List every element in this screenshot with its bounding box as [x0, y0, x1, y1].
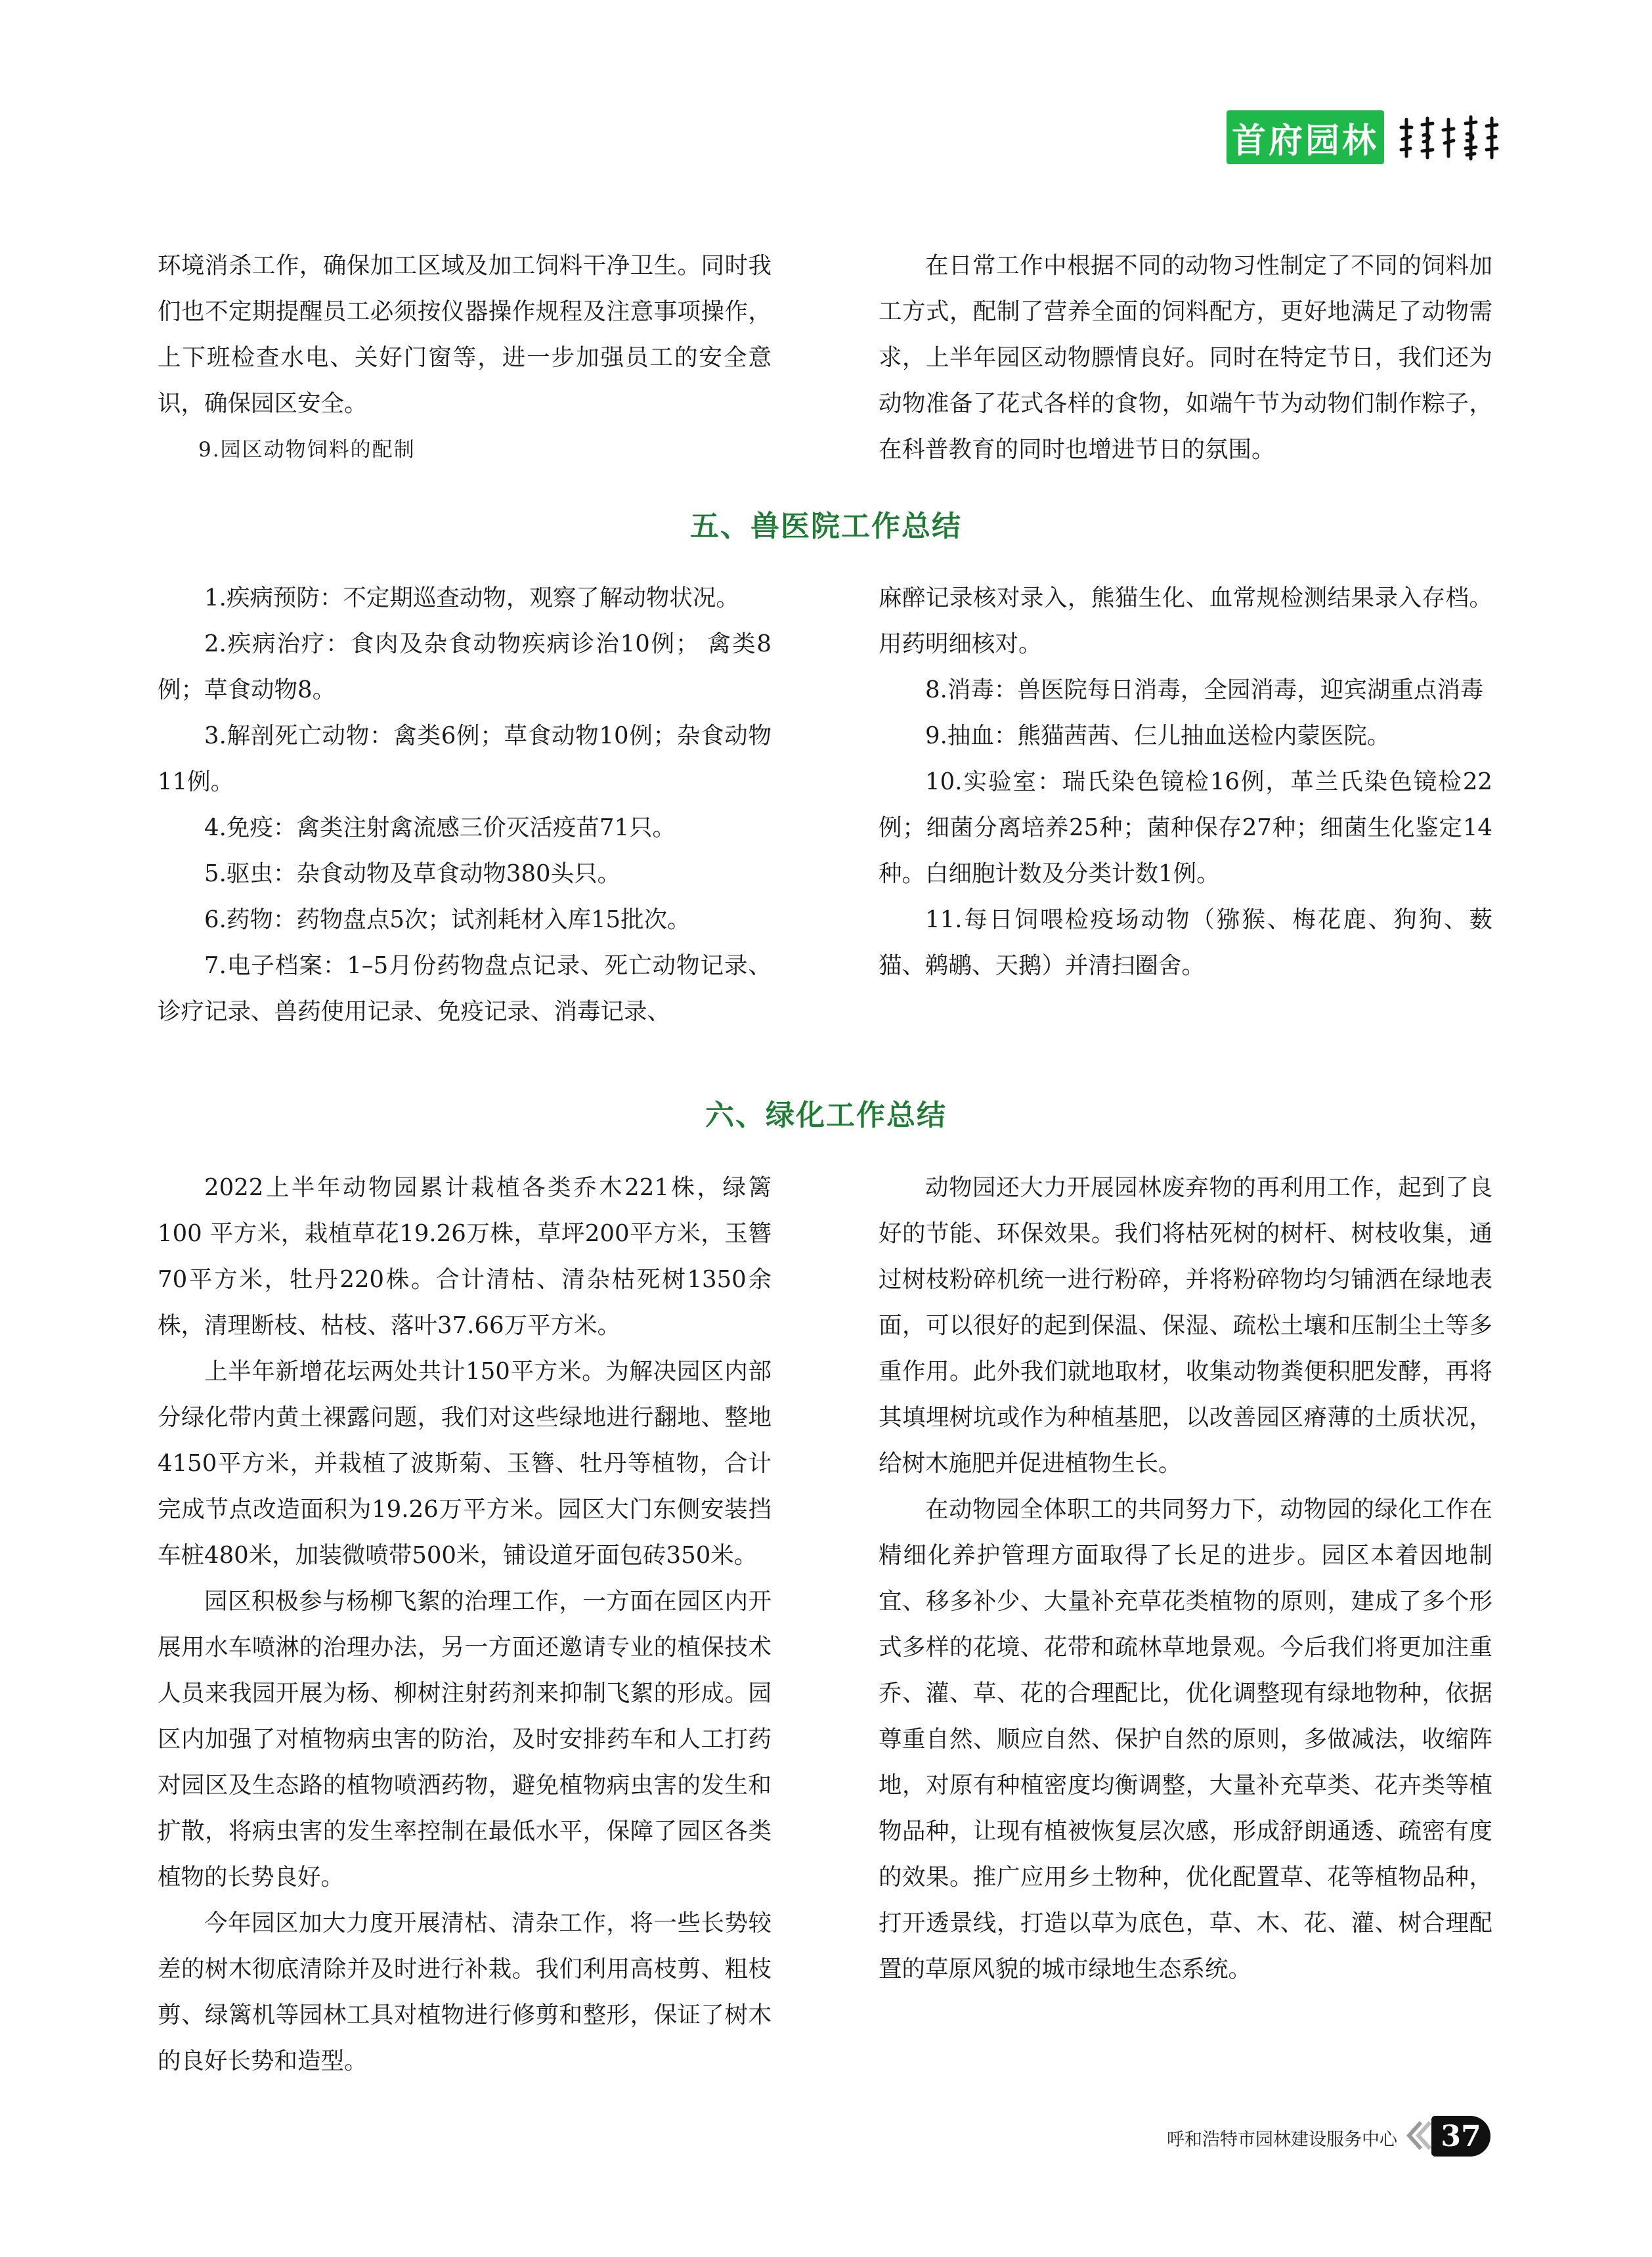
- list-item: 1.疾病预防：不定期巡查动物，观察了解动物状况。: [204, 584, 739, 611]
- list-item: 4.免疫：禽类注射禽流感三价灭活疫苗71只。: [204, 814, 676, 841]
- section6-left-column: [158, 1165, 772, 2084]
- list-item: 8.消毒：兽医院每日消毒，全园消毒，迎宾湖重点消毒: [925, 676, 1484, 703]
- top-left-column: [158, 243, 772, 473]
- paragraph: 园区积极参与杨柳飞絮的治理工作，一方面在园区内开展用水车喷淋的治理办法，另一方面还邀请专业的植保技术人员来我园开展为杨、柳树注射药剂来抑制飞絮的形成。园区内加强了对植物病虫害的防治，及时安排药车和人工打药对园区及生态路的植物喷洒药物，避免植物病虫害的发生和扩散，将病虫害的发生率控制在最低水平，保障了园区各类植物的长势良好。: [158, 1588, 772, 1891]
- section5-left-column: [158, 575, 772, 1035]
- section-heading-veterinary: 五、兽医院工作总结: [690, 510, 962, 543]
- list-item: 5.驱虫：杂食动物及草食动物380头只。: [204, 860, 621, 887]
- list-item: 11.每日饲喂检疫场动物（猕猴、梅花鹿、狗狗、薮猫、鹈鹕、天鹅）并清扫圈舍。: [879, 906, 1492, 979]
- page-number-badge: [1431, 2116, 1490, 2157]
- section6-right-column: [879, 1165, 1492, 1992]
- list-item: 10.实验室：瑞氏染色镜检16例，革兰氏染色镜检22例；细菌分离培养25种；菌种保存27种；细菌生化鉴定14种。白细胞计数及分类计数1例。: [879, 768, 1492, 887]
- list-item: 6.药物：药物盘点5次；试剂耗材入库15批次。: [204, 906, 691, 933]
- list-item: 2.疾病治疗：食肉及杂食动物疾病诊治10例； 禽类8例；草食动物8。: [158, 630, 772, 703]
- paragraph: 环境消杀工作，确保加工区域及加工饲料干净卫生。同时我们也不定期提醒员工必须按仪器操作规程及注意事项操作，上下班检查水电、关好门窗等，进一步加强员工的安全意识，确保园区安全。: [158, 252, 772, 417]
- top-right-column: [879, 243, 1492, 473]
- section5-right-column: [879, 575, 1492, 989]
- paragraph: 动物园还大力开展园林废弃物的再利用工作，起到了良好的节能、环保效果。我们将枯死树的树杆、树枝收集，通过树枝粉碎机统一进行粉碎，并将粉碎物均匀铺洒在绿地表面，可以很好的起到保温、保湿、疏松土壤和压制尘土等多重作用。此外我们就地取材，收集动物粪便积肥发酵，再将其填埋树坑或作为种植基肥，以改善园区瘠薄的土质状况，给树木施肥并促进植物生长。: [879, 1174, 1492, 1477]
- paragraph: 上半年新增花坛两处共计150平方米。为解决园区内部分绿化带内黄土裸露问题，我们对这些绿地进行翻地、整地4150平方米，并栽植了波斯菊、玉簪、牡丹等植物，合计完成节点改造面积为19.26万平方米。园区大门东侧安装挡车桩480米，加装微喷带500米，铺设道牙面包砖350米。: [158, 1358, 772, 1569]
- paragraph: 今年园区加大力度开展清枯、清杂工作，将一些长势较差的树木彻底清除并及时进行补栽。我们利用高枝剪、粗枝剪、绿篱机等园林工具对植物进行修剪和整形，保证了树木的良好长势和造型。: [158, 1910, 772, 2074]
- list-item: 3.解剖死亡动物：禽类6例；草食动物10例；杂食动物11例。: [158, 722, 772, 795]
- page-number: 37: [1441, 2119, 1481, 2153]
- magazine-logo: [1227, 110, 1384, 164]
- footer-organization: 呼和浩特市园林建设服务中心: [1167, 2130, 1397, 2150]
- chevron-left-icon: [1404, 2118, 1434, 2153]
- paragraph: 2022上半年动物园累计栽植各类乔木221株，绿篱100 平方米，栽植草花19.26万株，草坪200平方米，玉簪70平方米，牡丹220株。合计清枯、清杂枯死树1350余株，清理断枝、枯枝、落叶37.66万平方米。: [158, 1174, 772, 1339]
- photo-caption: 9.园区动物饲料的配制: [198, 438, 416, 462]
- list-item-continuation: 麻醉记录核对录入，熊猫生化、血常规检测结果录入存档。用药明细核对。: [879, 584, 1492, 657]
- section-heading-greening: 六、绿化工作总结: [705, 1099, 947, 1132]
- list-item: 7.电子档案：1–5月份药物盘点记录、死亡动物记录、诊疗记录、兽药使用记录、免疫记录、消毒记录、: [158, 952, 772, 1025]
- magazine-title: 首府园林: [1231, 121, 1379, 161]
- paragraph: 在日常工作中根据不同的动物习性制定了不同的饲料加工方式，配制了营养全面的饲料配方，更好地满足了动物需求，上半年园区动物膘情良好。同时在特定节日，我们还为动物准备了花式各样的食物，如端午节为动物们制作粽子，在科普教育的同时也增进节日的氛围。: [879, 252, 1492, 463]
- paragraph: 在动物园全体职工的共同努力下，动物园的绿化工作在精细化养护管理方面取得了长足的进步。园区本着因地制宜、移多补少、大量补充草花类植物的原则，建成了多个形式多样的花境、花带和疏林草地景观。今后我们将更加注重乔、灌、草、花的合理配比，优化调整现有绿地物种，依据尊重自然、顺应自然、保护自然的原则，多做减法，收缩阵地，对原有种植密度均衡调整，大量补充草类、花卉类等植物品种，让现有植被恢复层次感，形成舒朗通透、疏密有度的效果。推广应用乡土物种，优化配置草、花等植物品种，打开透景线，打造以草为底色，草、木、花、灌、树合理配置的草原风貌的城市绿地生态系统。: [879, 1496, 1492, 1983]
- mongolian-script-icon: [1393, 110, 1502, 164]
- list-item: 9.抽血：熊猫茜茜、仨儿抽血送检内蒙医院。: [925, 722, 1391, 749]
